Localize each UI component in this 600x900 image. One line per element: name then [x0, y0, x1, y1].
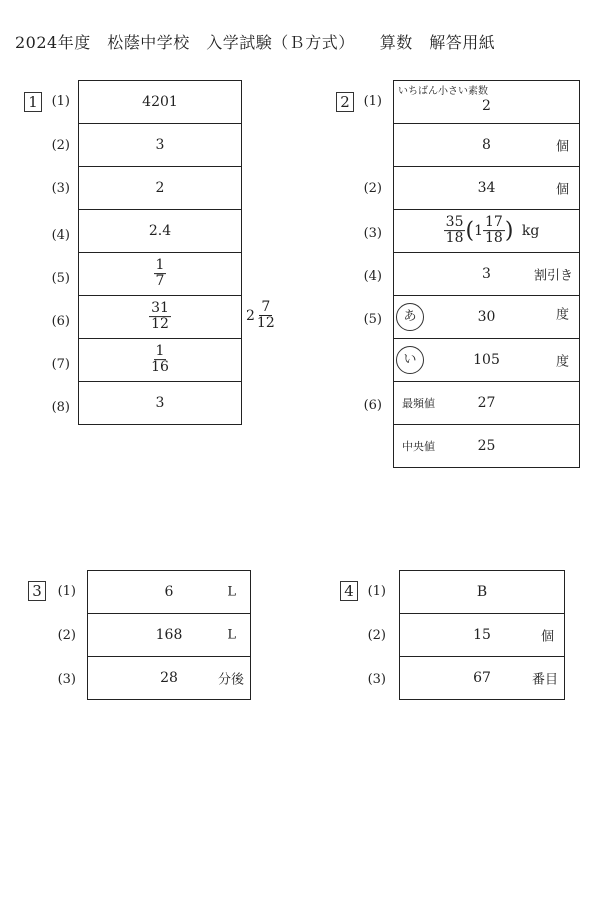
- s2-label-2: (2): [363, 181, 382, 196]
- s1-q6-note-whole: 2: [246, 307, 255, 324]
- s2-q5a-cell: [394, 296, 580, 339]
- s4-q1-answer: B: [476, 584, 488, 600]
- section-4-answer-table: [399, 570, 565, 700]
- s1-q5-cell: [79, 253, 242, 296]
- s1-q7-den: 16: [151, 359, 169, 376]
- s3-q1-unit: L: [227, 584, 236, 600]
- s3-label-1: (1): [57, 584, 76, 599]
- s2-q3-fraction: [444, 215, 466, 247]
- s2-label-1: (1): [363, 94, 382, 109]
- s3-label-3: (3): [57, 672, 76, 687]
- s1-q5-fraction: [154, 258, 167, 290]
- s2-q2-unit: 個: [555, 182, 569, 198]
- s2-q1a-cell: [394, 81, 580, 124]
- s1-label-1: (1): [51, 94, 70, 109]
- s1-label-7: (7): [51, 357, 70, 372]
- s1-q7-answer: [79, 344, 241, 376]
- s1-q8-answer: 3: [155, 395, 165, 411]
- s3-q3-cell: [88, 657, 251, 700]
- s4-q1-cell: [400, 571, 565, 614]
- s2-q3-close-paren: ): [504, 218, 514, 244]
- s1-q4-answer: 2.4: [148, 223, 172, 239]
- s2-q3-alt-den: 18: [485, 230, 503, 247]
- s1-label-3: (3): [51, 181, 70, 196]
- s2-q1b-unit: 個: [555, 139, 569, 155]
- s4-q3-unit: 番目: [531, 672, 558, 688]
- s1-label-8: (8): [51, 400, 70, 415]
- page-title: 2024年度 松蔭中学校 入学試験（Ｂ方式） 算数 解答用紙: [15, 33, 496, 52]
- s2-q3-num: 35: [445, 214, 464, 231]
- s2-q3-answer: [404, 215, 579, 247]
- s4-q2-unit: 個: [540, 629, 554, 645]
- s2-q1-caption: いちばん小さい素数: [398, 86, 488, 97]
- section-4-number: 4: [340, 581, 358, 601]
- s3-q3-answer: 28: [160, 670, 178, 686]
- s1-q7-num: 1: [155, 343, 165, 360]
- s2-q2-answer: 34: [477, 180, 496, 196]
- s1-q6-num: 31: [151, 300, 169, 317]
- s1-q1-cell: [79, 81, 242, 124]
- s2-q5b-cell: [394, 339, 580, 382]
- s2-q3-unit: kg: [521, 223, 540, 239]
- s1-q5-den: 7: [155, 273, 165, 290]
- s4-q2-answer: 15: [473, 627, 491, 643]
- s2-q5b-answer: 105: [473, 352, 500, 368]
- s1-q5-num: 1: [155, 257, 165, 274]
- s2-q3-alt-fraction: [483, 215, 505, 247]
- s3-q2-cell: [88, 614, 251, 657]
- s2-q6b-answer: 25: [477, 438, 496, 454]
- s2-q6a-answer: 27: [477, 395, 496, 411]
- s2-q6a-cell: [394, 382, 580, 425]
- s4-q3-cell: [400, 657, 565, 700]
- s1-q2-answer: 3: [155, 137, 165, 153]
- s4-label-3: (3): [367, 672, 386, 687]
- s2-q3-cell: [394, 210, 580, 253]
- s1-q6-mixed-note: [246, 300, 277, 332]
- section-3-answer-table: [87, 570, 251, 700]
- section-2-number: 2: [336, 92, 354, 112]
- section-1-answer-table: [78, 80, 242, 425]
- s4-label-2: (2): [367, 628, 386, 643]
- s2-q4-cell: [394, 253, 580, 296]
- section-1-number: 1: [24, 92, 42, 112]
- s3-q2-answer: 168: [155, 627, 183, 643]
- s2-q5a-answer: 30: [477, 309, 496, 325]
- s1-q7-fraction: [149, 344, 171, 376]
- s1-q1-answer: 4201: [142, 94, 178, 110]
- s1-q8-cell: [79, 382, 242, 425]
- s2-q2-cell: [394, 167, 580, 210]
- s1-q6-den: 12: [151, 316, 169, 333]
- s1-label-6: (6): [51, 314, 70, 329]
- s2-q1b-answer: 8: [482, 137, 491, 153]
- s4-q3-answer: 67: [473, 670, 491, 686]
- s2-label-6: (6): [363, 398, 382, 413]
- s1-q2-cell: [79, 124, 242, 167]
- s1-label-4: (4): [51, 228, 70, 243]
- s2-q1b-cell: [394, 124, 580, 167]
- s1-q3-cell: [79, 167, 242, 210]
- s2-q6b-cell: [394, 425, 580, 468]
- s1-q6-note-den: 12: [256, 315, 275, 332]
- s1-q6-answer: [79, 301, 241, 333]
- s1-q4-cell: [79, 210, 242, 253]
- s2-q5a-unit: 度: [555, 307, 569, 323]
- s2-q6b-label: 中央値: [402, 440, 435, 453]
- s3-label-2: (2): [57, 628, 76, 643]
- s2-q6a-label: 最頻値: [402, 397, 435, 410]
- s1-q7-cell: [79, 339, 242, 382]
- section-3-number: 3: [28, 581, 46, 601]
- s3-q1-answer: 6: [164, 584, 174, 600]
- s2-label-4: (4): [363, 269, 382, 284]
- s2-q5a-label: あ: [396, 303, 424, 331]
- s2-label-5: (5): [363, 312, 382, 327]
- s2-label-3: (3): [363, 226, 382, 241]
- s2-q3-alt-num: 17: [485, 214, 503, 231]
- s1-q6-fraction: [149, 301, 171, 333]
- s4-q2-cell: [400, 614, 565, 657]
- s1-label-2: (2): [51, 138, 70, 153]
- s1-q6-cell: [79, 296, 242, 339]
- s4-label-1: (1): [367, 584, 386, 599]
- s2-q4-answer: 3: [482, 266, 491, 282]
- s2-q5b-label: い: [396, 346, 424, 374]
- s2-q1a-answer: 2: [482, 98, 491, 115]
- s1-q5-answer: [79, 258, 241, 290]
- section-2-answer-table: [393, 80, 580, 468]
- s1-q6-note-num: 7: [261, 299, 271, 315]
- s2-q3-alt-whole: 1: [474, 223, 483, 239]
- s2-q4-unit: 割引き: [533, 268, 573, 284]
- s2-q3-open-paren: (: [465, 218, 475, 244]
- s2-q5b-unit: 度: [555, 354, 569, 370]
- s3-q1-cell: [88, 571, 251, 614]
- s2-q3-den: 18: [445, 230, 464, 247]
- s1-q6-note-fraction: [255, 300, 277, 332]
- s1-label-5: (5): [51, 271, 70, 286]
- s1-q3-answer: 2: [155, 180, 165, 196]
- s3-q3-unit: 分後: [217, 672, 244, 688]
- s3-q2-unit: L: [227, 627, 236, 643]
